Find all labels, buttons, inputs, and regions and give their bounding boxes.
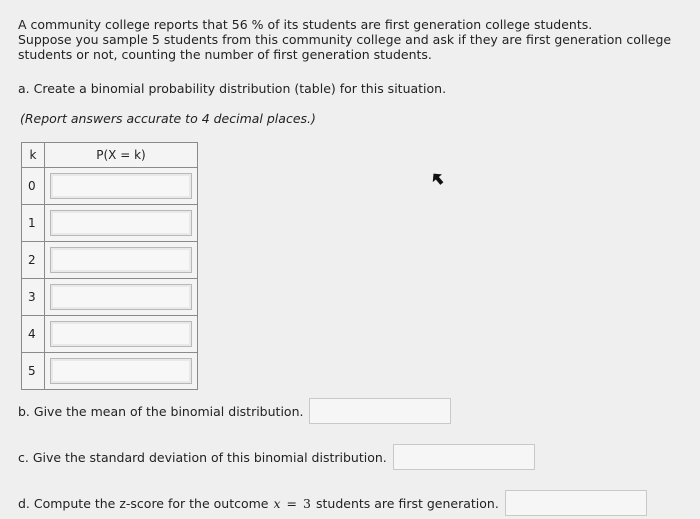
probability-input-k4[interactable] <box>50 321 192 347</box>
part-d-prefix: d. Compute the z-score for the outcome <box>18 495 269 511</box>
k-value: 2 <box>22 242 45 279</box>
header-k: k <box>22 143 45 168</box>
part-b-row <box>18 398 451 424</box>
probability-input-k1[interactable] <box>50 210 192 236</box>
mouse-cursor-icon <box>432 172 444 186</box>
part-c-label: c. Give the standard deviation of this binomial distribution. <box>18 449 387 465</box>
table-row <box>22 279 198 316</box>
table-header-row <box>22 143 198 168</box>
math-variable-x: x <box>273 495 281 511</box>
part-a-label: a. Create a binomial probability distribution (table) for this situation. <box>18 81 447 96</box>
header-probability: P(X = k) <box>45 143 198 168</box>
table-row <box>22 205 198 242</box>
mean-input[interactable] <box>309 398 451 424</box>
k-value: 0 <box>22 168 45 205</box>
problem-statement <box>18 17 688 62</box>
rounding-instruction: (Report answers accurate to 4 decimal places.) <box>20 111 316 126</box>
probability-input-k5[interactable] <box>50 358 192 384</box>
problem-line-1: A community college reports that 56 % of its students are first generation college students. <box>18 17 593 32</box>
standard-deviation-input[interactable] <box>393 444 535 470</box>
part-c-row <box>18 444 535 470</box>
k-value: 3 <box>22 279 45 316</box>
problem-line-3: students or not, counting the number of first generation students. <box>18 47 432 62</box>
k-value: 5 <box>22 353 45 390</box>
probability-input-k0[interactable] <box>50 173 192 199</box>
table-row <box>22 316 198 353</box>
part-d-row <box>18 490 647 516</box>
probability-input-k3[interactable] <box>50 284 192 310</box>
table-row <box>22 168 198 205</box>
part-b-label: b. Give the mean of the binomial distribution. <box>18 403 304 419</box>
part-d-suffix: students are first generation. <box>315 495 499 511</box>
math-number: 3 <box>303 495 311 511</box>
binomial-distribution-table <box>21 142 198 390</box>
table-row <box>22 242 198 279</box>
probability-input-k2[interactable] <box>50 247 192 273</box>
k-value: 4 <box>22 316 45 353</box>
table-row <box>22 353 198 390</box>
problem-line-2: Suppose you sample 5 students from this community college and ask if they are first generation college <box>18 32 672 47</box>
z-score-input[interactable] <box>505 490 647 516</box>
math-equals: = <box>286 495 298 511</box>
k-value: 1 <box>22 205 45 242</box>
